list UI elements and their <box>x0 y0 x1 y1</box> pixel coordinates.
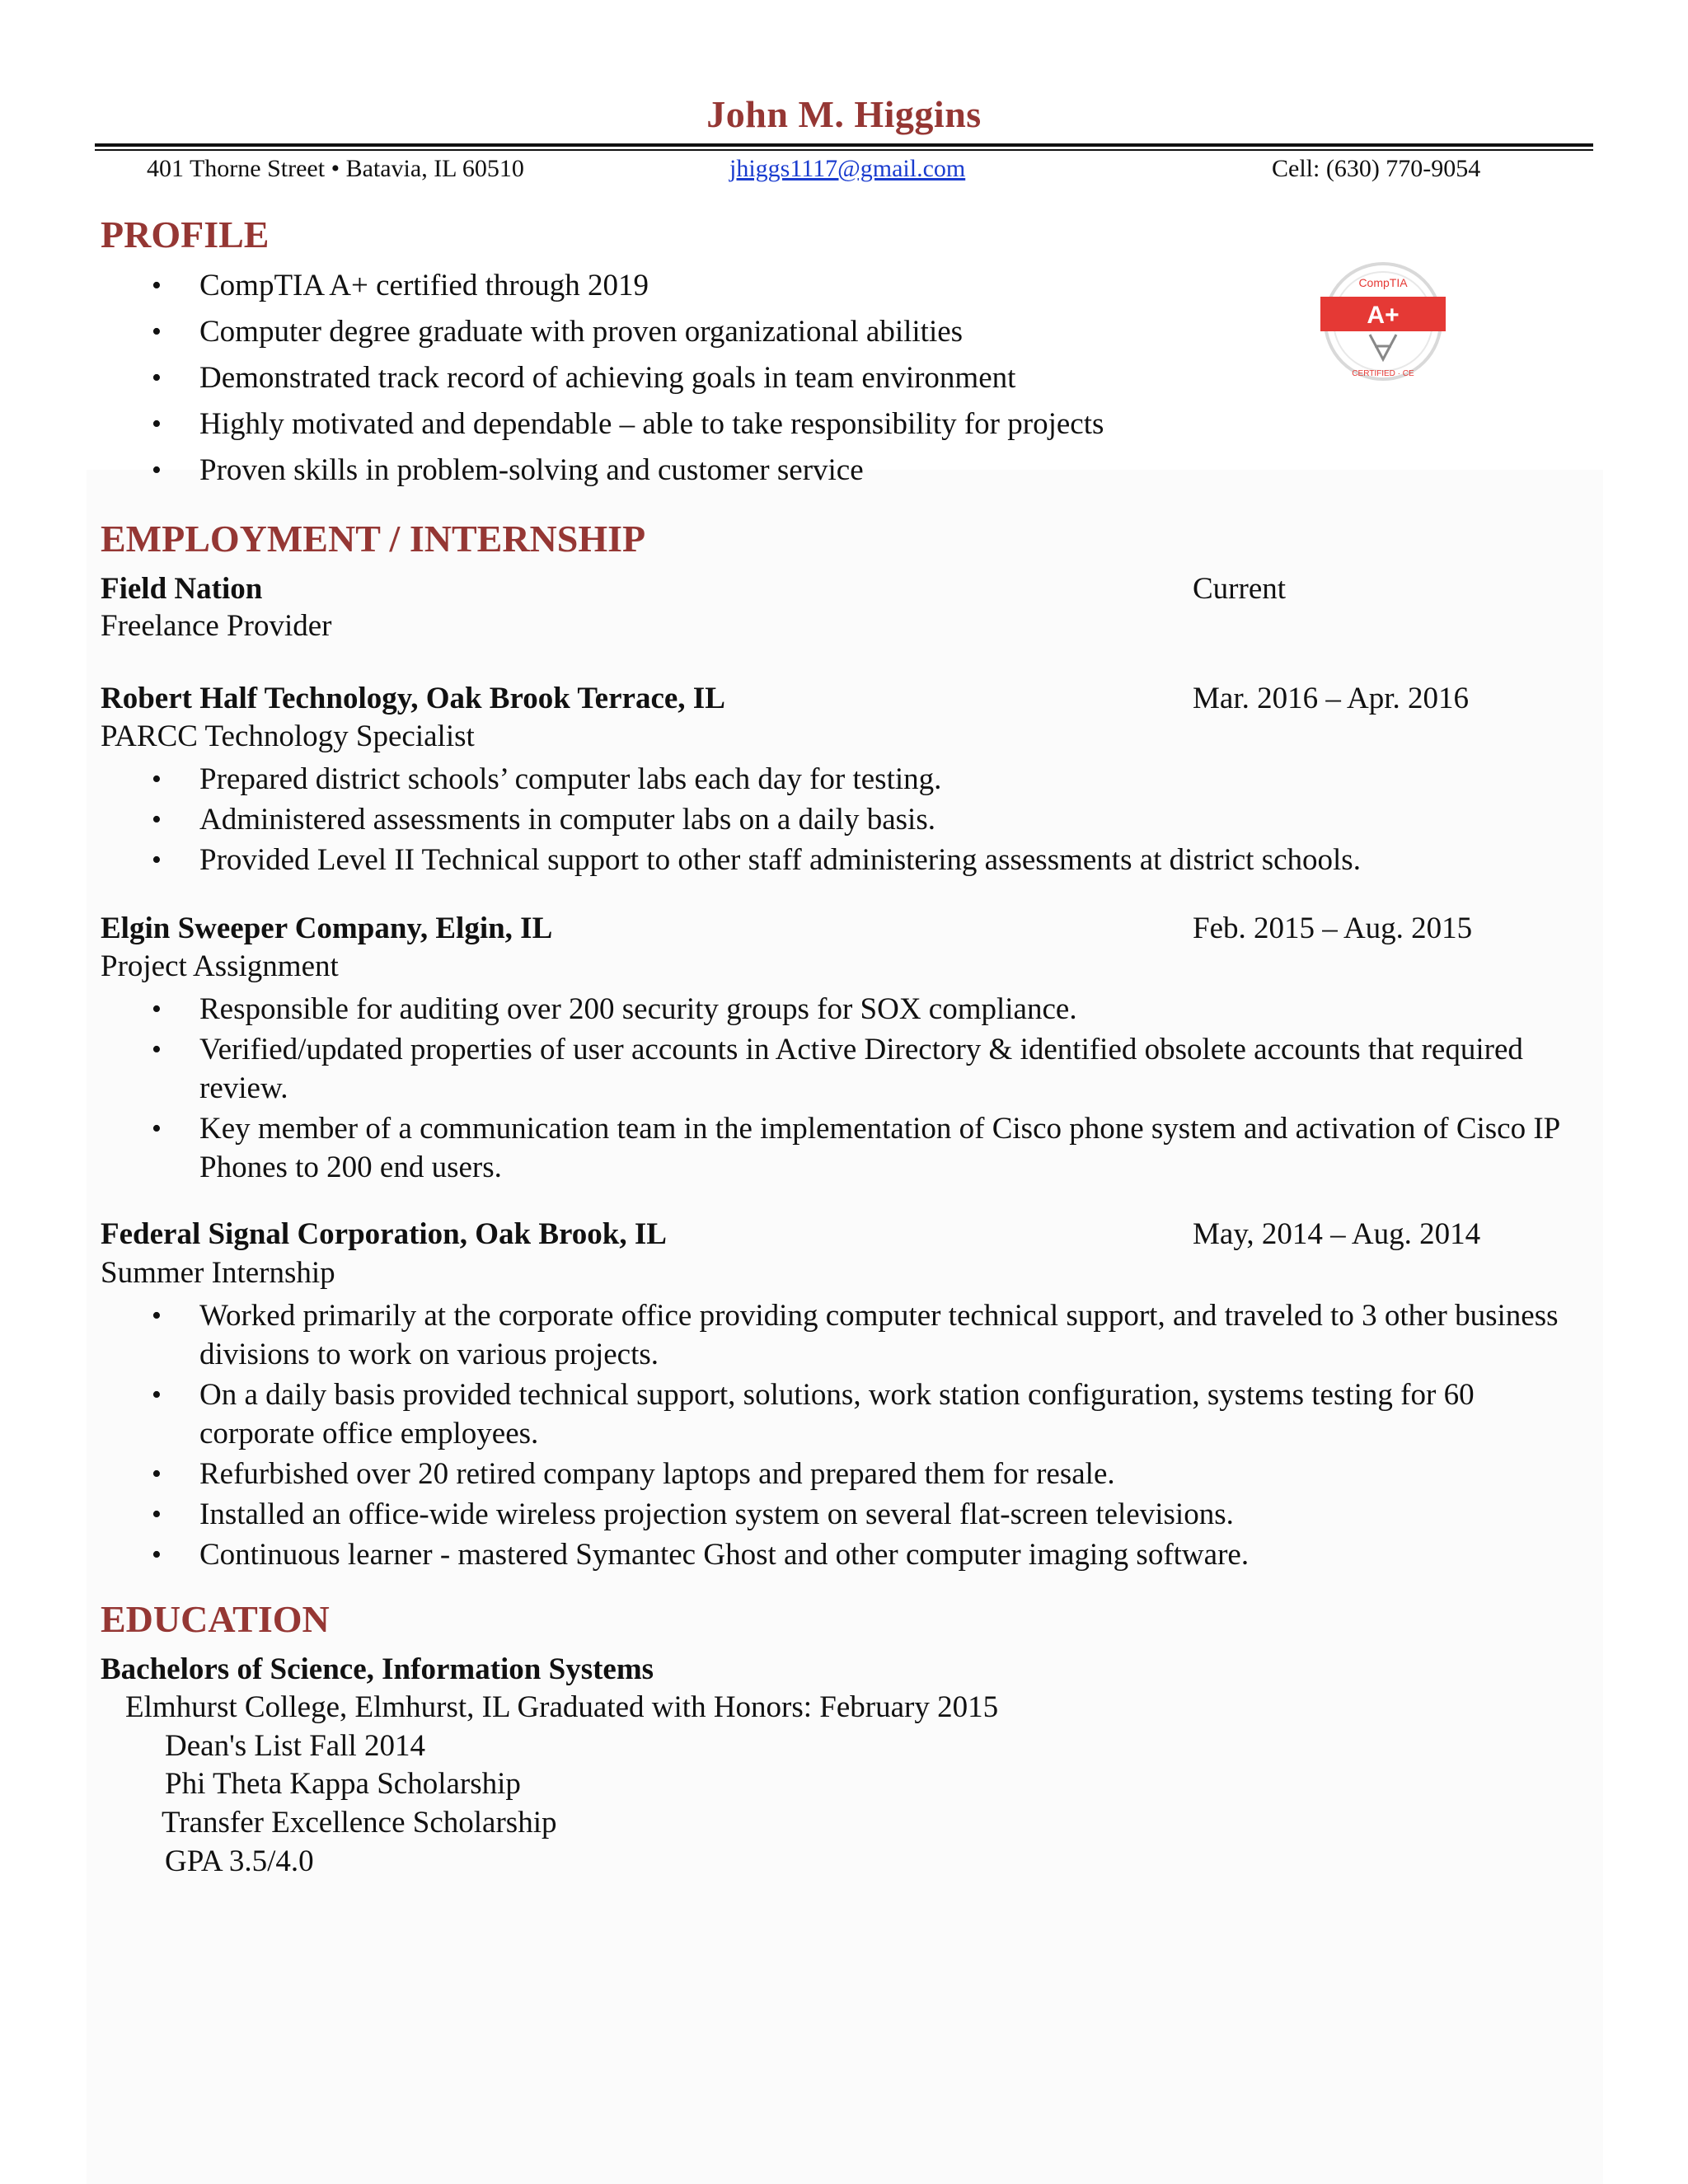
job-role: PARCC Technology Specialist <box>101 719 475 753</box>
section-title-employment: EMPLOYMENT / INTERNSHIP <box>101 518 646 560</box>
list-item: • Computer degree graduate with proven organizational abilities <box>101 312 1337 351</box>
education-detail: Transfer Excellence Scholarship <box>162 1806 557 1840</box>
bullet-icon: • <box>152 1499 162 1530</box>
education-detail: Dean's List Fall 2014 <box>165 1729 425 1763</box>
bullet-icon: • <box>152 804 162 835</box>
svg-text:CERTIFIED · CE: CERTIFIED · CE <box>1352 369 1414 378</box>
bullet-icon: • <box>152 1034 162 1065</box>
job-duties-list <box>101 990 1592 1188</box>
list-item: • Highly motivated and dependable – able to take responsibility for projects <box>101 405 1337 443</box>
job-role: Summer Internship <box>101 1256 335 1290</box>
list-item: • Installed an office-wide wireless projection system on several flat-screen televisions. <box>101 1495 1592 1534</box>
list-item: • CompTIA A+ certified through 2019 <box>101 266 1337 305</box>
bullet-icon: • <box>152 994 162 1024</box>
bullet-icon: • <box>152 316 162 347</box>
bullet-icon: • <box>152 764 162 794</box>
bullet-icon: • <box>152 1540 162 1570</box>
job-duties-list <box>101 760 1592 881</box>
education-detail: Phi Theta Kappa Scholarship <box>165 1767 521 1801</box>
candidate-name: John M. Higgins <box>706 93 982 135</box>
education-detail: GPA 3.5/4.0 <box>165 1844 314 1878</box>
job-role: Project Assignment <box>101 949 339 983</box>
header-rule-thin <box>95 149 1593 151</box>
bullet-icon: • <box>152 455 162 485</box>
job-dates: May, 2014 – Aug. 2014 <box>1193 1217 1481 1251</box>
list-item: • Proven skills in problem-solving and customer service <box>101 451 1337 490</box>
section-title-profile: PROFILE <box>101 213 270 255</box>
job-dates: Mar. 2016 – Apr. 2016 <box>1193 682 1470 715</box>
job-dates: Current <box>1193 572 1287 606</box>
bullet-icon: • <box>152 1380 162 1410</box>
bullet-icon: • <box>152 409 162 439</box>
job-company: Robert Half Technology, Oak Brook Terrace, IL <box>101 682 725 715</box>
list-item: • Verified/updated properties of user accounts in Active Directory & identified obsolete accounts that required review. <box>101 1030 1592 1108</box>
list-item: • Demonstrated track record of achieving goals in team environment <box>101 359 1337 397</box>
job-company: Field Nation <box>101 572 263 606</box>
education-degree: Bachelors of Science, Information Systems <box>101 1652 654 1686</box>
contact-email-link[interactable]: jhiggs1117@gmail.com <box>729 155 966 182</box>
list-item: • Worked primarily at the corporate office providing computer technical support, and traveled to 3 other business divisions to work on various projects. <box>101 1296 1592 1374</box>
section-title-education: EDUCATION <box>101 1598 330 1640</box>
job-company: Federal Signal Corporation, Oak Brook, IL <box>101 1217 667 1251</box>
svg-text:A+: A+ <box>1367 302 1400 329</box>
header-rule-thick <box>95 143 1593 147</box>
job-role: Freelance Provider <box>101 609 332 643</box>
list-item: • Continuous learner - mastered Symantec Ghost and other computer imaging software. <box>101 1535 1592 1574</box>
bullet-icon: • <box>152 270 162 301</box>
bullet-icon: • <box>152 1113 162 1144</box>
list-item: • Refurbished over 20 retired company laptops and prepared them for resale. <box>101 1455 1592 1493</box>
list-item: • Provided Level II Technical support to other staff administering assessments at district schools. <box>101 841 1592 879</box>
svg-text:CompTIA: CompTIA <box>1358 276 1408 289</box>
contact-cell: Cell: (630) 770-9054 <box>1272 155 1481 182</box>
list-item: • Administered assessments in computer labs on a daily basis. <box>101 800 1592 839</box>
bullet-icon: • <box>152 1301 162 1331</box>
list-item: • Prepared district schools’ computer labs each day for testing. <box>101 760 1592 799</box>
list-item: • On a daily basis provided technical support, solutions, work station configuration, systems testing for 60 corporate office employees. <box>101 1376 1592 1453</box>
job-duties-list <box>101 1296 1592 1576</box>
education-school: Elmhurst College, Elmhurst, IL Graduated with Honors: February 2015 <box>125 1690 999 1724</box>
bullet-icon: • <box>152 1459 162 1489</box>
job-company: Elgin Sweeper Company, Elgin, IL <box>101 912 553 945</box>
bullet-icon: • <box>152 845 162 875</box>
profile-list <box>101 266 1337 497</box>
list-item: • Key member of a communication team in the implementation of Cisco phone system and activation of Cisco IP Phones to 200 end users. <box>101 1109 1592 1187</box>
job-dates: Feb. 2015 – Aug. 2015 <box>1193 912 1473 945</box>
list-item: • Responsible for auditing over 200 security groups for SOX compliance. <box>101 990 1592 1029</box>
contact-address: 401 Thorne Street • Batavia, IL 60510 <box>147 155 524 182</box>
comptia-a-plus-certified-badge-icon <box>1317 255 1449 387</box>
bullet-icon: • <box>152 363 162 393</box>
